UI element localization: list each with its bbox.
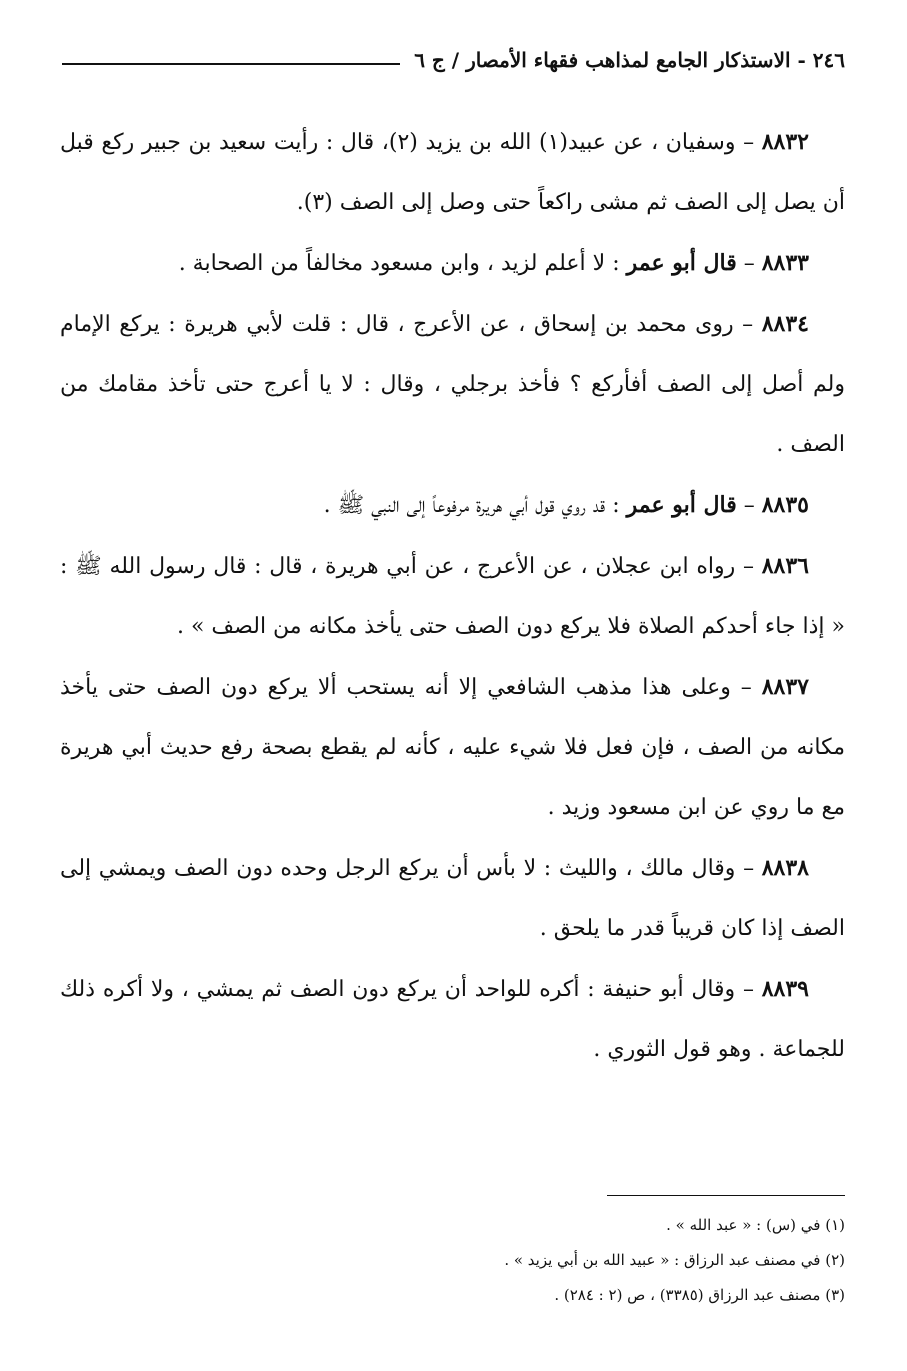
paragraph-number: ٨٨٣٥	[761, 492, 809, 518]
paragraph-lead: قال أبو عمر	[626, 492, 737, 518]
paragraph-text: وقال مالك ، والليث : لا بأس أن يركع الرجل وحده دون الصف ويمشي إلى الصف إذا كان قريباً قدر ما يلحق .	[60, 856, 845, 941]
paragraph-text: وقال أبو حنيفة : أكره للواحد أن يركع دون الصف ثم يمشي ، ولا أكره ذلك للجماعة . وهو قول الثوري .	[60, 977, 845, 1062]
paragraph-number: ٨٨٣٦	[761, 553, 809, 579]
paragraph-8834: ٨٨٣٤ – روى محمد بن إسحاق ، عن الأعرج ، قال : قلت لأبي هريرة : يركع الإمام ولم أصل إلى الصف أفأركع ؟ فأخذ برجلي ، وقال : لا يا أعرج حتى تأخذ مقامك من الصف .	[60, 311, 845, 457]
paragraph-lead: قال أبو عمر	[626, 250, 737, 276]
paragraph-number: ٨٨٣٢	[761, 129, 809, 155]
paragraph-text: : لا أعلم لزيد ، وابن مسعود مخالفاً من الصحابة .	[178, 251, 620, 276]
paragraph-number: ٨٨٣٩	[761, 976, 809, 1002]
header-rule	[62, 63, 400, 65]
header-title: ٢٤٦ - الاستذكار الجامع لمذاهب فقهاء الأمصار / ج ٦	[414, 48, 845, 72]
footnotes	[60, 1208, 845, 1313]
paragraph-number: ٨٨٣٨	[761, 855, 809, 881]
paragraph-8832: ٨٨٣٢ – وسفيان ، عن عبيد(١) الله بن يزيد (٢)، قال : رأيت سعيد بن جبير ركع قبل أن يصل إلى الصف ثم مشى راكعاً حتى وصل إلى الصف (٣).	[60, 129, 845, 215]
paragraph-8835: ٨٨٣٥ – قال أبو عمر : قد روي قول أبي هريرة مرفوعاً إلى النبي ﷺ .	[323, 492, 809, 518]
paragraph-text: وسفيان ، عن عبيد(١) الله بن يزيد (٢)، قال : رأيت سعيد بن جبير ركع قبل أن يصل إلى الصف ثم مشى راكعاً حتى وصل إلى الصف (٣).	[60, 130, 845, 215]
paragraph-8837: ٨٨٣٧ – وعلى هذا مذهب الشافعي إلا أنه يستحب ألا يركع دون الصف حتى يأخذ مكانه من الصف ، فإن فعل فلا شيء عليه ، كأنه لم يقطع بصحة رفع حديث أبي هريرة مع ما روي عن ابن مسعود وزيد .	[60, 674, 845, 820]
paragraph-8838: ٨٨٣٨ – وقال مالك ، والليث : لا بأس أن يركع الرجل وحده دون الصف ويمشي إلى الصف إذا كان قريباً قدر ما يلحق .	[60, 855, 845, 941]
paragraph-text: : قد روي قول أبي هريرة مرفوعاً إلى النبي ﷺ .	[323, 493, 620, 518]
paragraph-8839: ٨٨٣٩ – وقال أبو حنيفة : أكره للواحد أن يركع دون الصف ثم يمشي ، ولا أكره ذلك للجماعة . وهو قول الثوري .	[60, 976, 845, 1062]
body-text	[60, 112, 845, 1080]
paragraph-8833: ٨٨٣٣ – قال أبو عمر : لا أعلم لزيد ، وابن مسعود مخالفاً من الصحابة .	[178, 250, 809, 276]
running-header	[62, 40, 845, 80]
paragraph-8836: ٨٨٣٦ – رواه ابن عجلان ، عن الأعرج ، عن أبي هريرة ، قال : قال رسول الله ﷺ : « إذا جاء أحدكم الصلاة فلا يركع دون الصف حتى يأخذ مكانه من الصف » .	[60, 553, 845, 639]
paragraph-number: ٨٨٣٧	[761, 674, 809, 700]
footnote-separator	[607, 1195, 845, 1196]
paragraph-number: ٨٨٣٣	[761, 250, 809, 276]
footnote-3: (٣) مصنف عبد الرزاق (٣٣٨٥) ، ص (٢ : ٢٨٤) .	[554, 1286, 845, 1304]
footnote-1: (١) في (س) : « عبد الله » .	[666, 1216, 845, 1234]
paragraph-text: وعلى هذا مذهب الشافعي إلا أنه يستحب ألا يركع دون الصف حتى يأخذ مكانه من الصف ، فإن فعل فلا شيء عليه ، كأنه لم يقطع بصحة رفع حديث أبي هريرة مع ما روي عن ابن مسعود وزيد .	[60, 675, 845, 820]
paragraph-number: ٨٨٣٤	[761, 311, 809, 337]
footnote-2: (٢) في مصنف عبد الرزاق : « عبيد الله بن أبي يزيد » .	[504, 1251, 845, 1269]
paragraph-text: روى محمد بن إسحاق ، عن الأعرج ، قال : قلت لأبي هريرة : يركع الإمام ولم أصل إلى الصف أفأركع ؟ فأخذ برجلي ، وقال : لا يا أعرج حتى تأخذ مقامك من الصف .	[60, 312, 845, 457]
paragraph-text: رواه ابن عجلان ، عن الأعرج ، عن أبي هريرة ، قال : قال رسول الله ﷺ : « إذا جاء أحدكم الصلاة فلا يركع دون الصف حتى يأخذ مكانه من الصف » .	[60, 554, 845, 639]
